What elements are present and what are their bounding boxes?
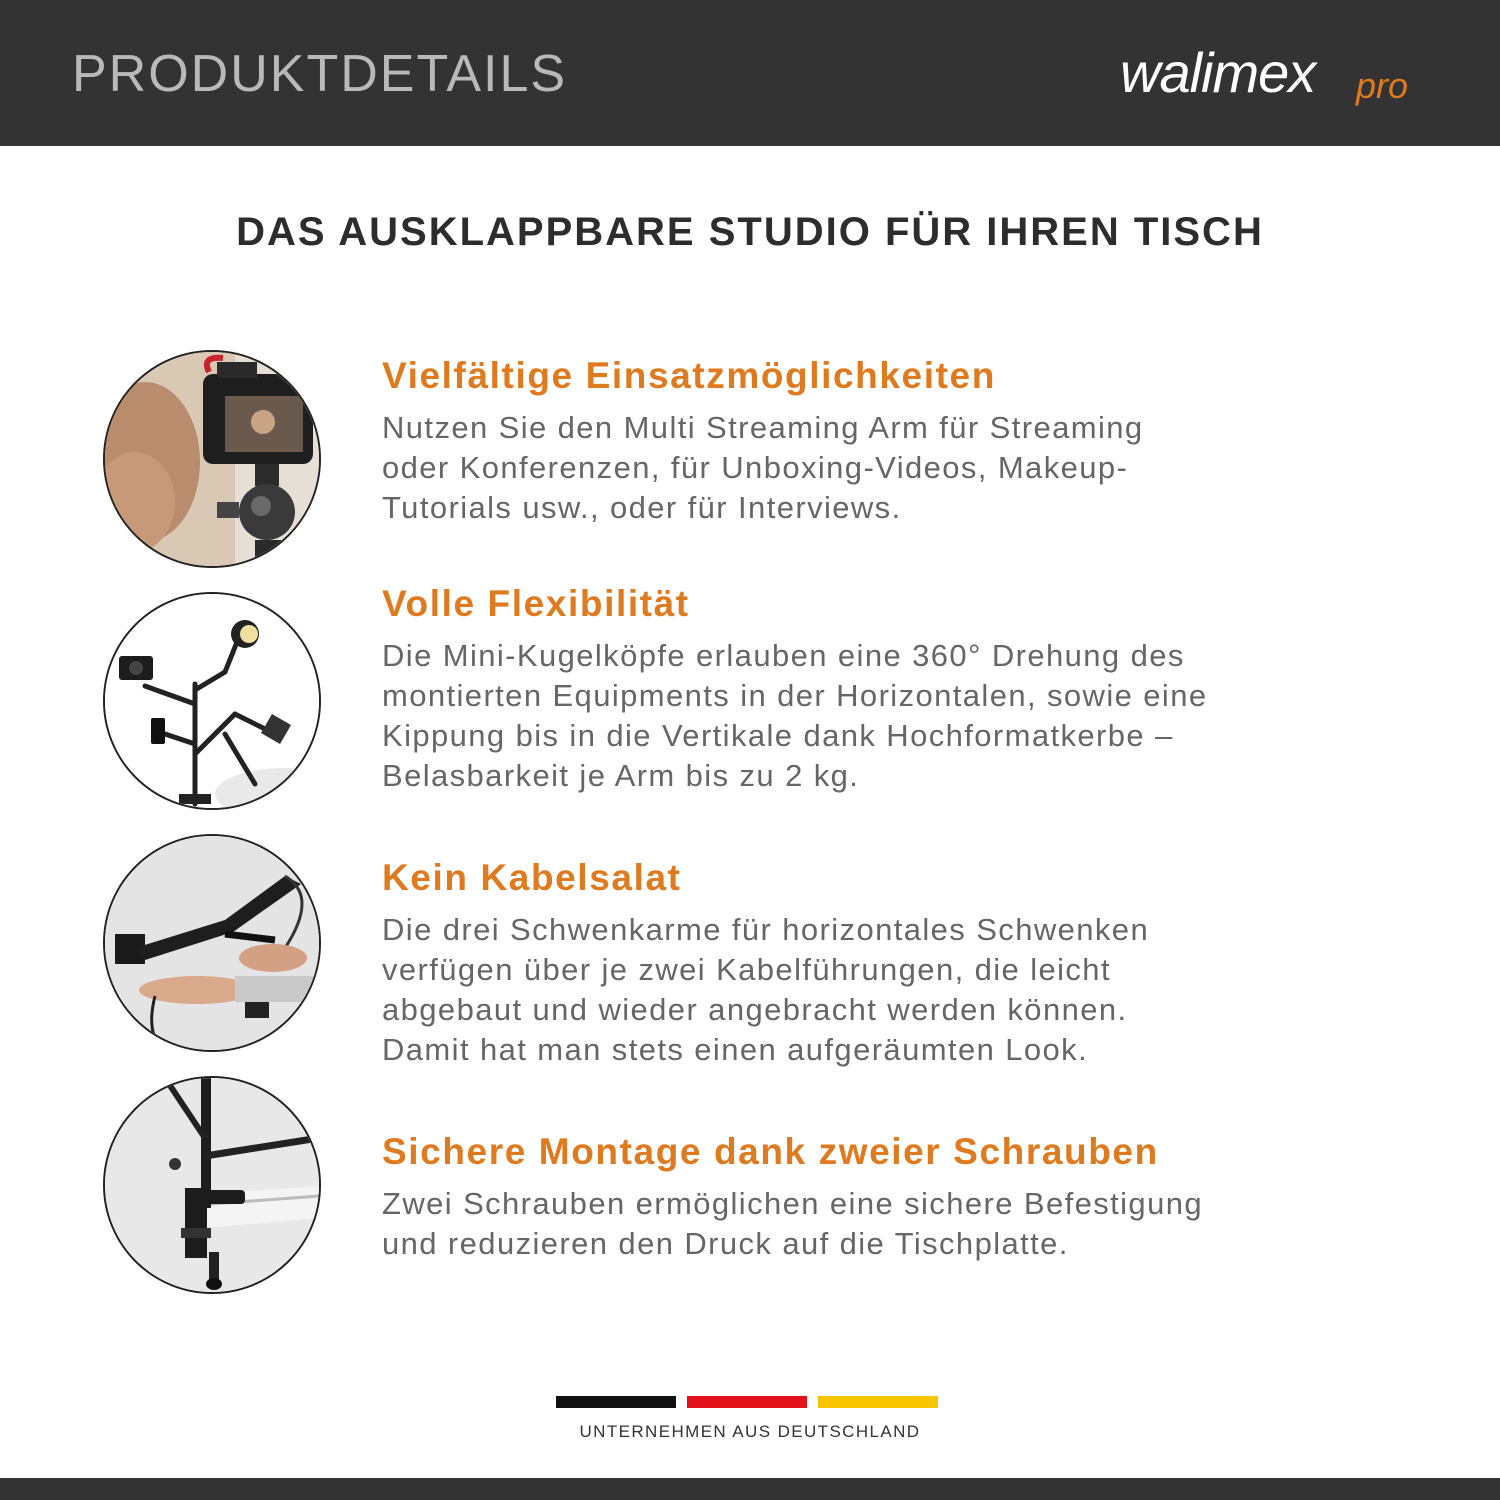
feature-line: Tutorials usw., oder für Interviews. xyxy=(382,490,902,525)
header-bar xyxy=(0,0,1500,146)
feature-title: Volle Flexibilität xyxy=(382,583,690,624)
feature-image-cable-management xyxy=(103,834,321,1052)
feature-description xyxy=(382,910,1382,1070)
footer-bar xyxy=(0,1478,1500,1500)
feature-line: Belasbarkeit je Arm bis zu 2 kg. xyxy=(382,758,860,793)
feature-cable-management xyxy=(382,856,1382,1070)
feature-multi-use xyxy=(382,354,1382,528)
feature-line: Damit hat man stets einen aufgeräumten Look. xyxy=(382,1032,1089,1067)
main-heading: DAS AUSKLAPPBARE STUDIO FÜR IHREN TISCH xyxy=(236,210,1264,254)
feature-title: Vielfältige Einsatzmöglichkeiten xyxy=(382,355,996,396)
logo-main-text: walimex xyxy=(1120,41,1316,104)
feature-description xyxy=(382,636,1382,796)
feature-line: montierten Equipments in der Horizontalen, sowie eine xyxy=(382,678,1208,713)
feature-line: oder Konferenzen, für Unboxing-Videos, Makeup- xyxy=(382,450,1129,485)
feature-title: Sichere Montage dank zweier Schrauben xyxy=(382,1131,1159,1172)
feature-line: Die Mini-Kugelköpfe erlauben eine 360° Drehung des xyxy=(382,638,1185,673)
feature-line: abgebaut und wieder angebracht werden können. xyxy=(382,992,1128,1027)
feature-description xyxy=(382,1184,1382,1264)
feature-description xyxy=(382,408,1382,528)
company-origin-note: UNTERNEHMEN AUS DEUTSCHLAND xyxy=(579,1422,921,1441)
feature-image-streaming-arm xyxy=(103,592,321,810)
feature-line: Zwei Schrauben ermöglichen eine sichere Befestigung xyxy=(382,1186,1204,1221)
flag-stripe-red xyxy=(687,1396,807,1408)
feature-line: Nutzen Sie den Multi Streaming Arm für Streaming xyxy=(382,410,1144,445)
feature-line: und reduzieren den Druck auf die Tischplatte. xyxy=(382,1226,1069,1261)
feature-secure-mounting xyxy=(382,1130,1382,1264)
feature-title: Kein Kabelsalat xyxy=(382,857,682,898)
feature-line: verfügen über je zwei Kabelführungen, die leicht xyxy=(382,952,1111,987)
feature-flexibility xyxy=(382,582,1382,796)
feature-line: Kippung bis in die Vertikale dank Hochformatkerbe – xyxy=(382,718,1174,753)
flag-stripe-gold xyxy=(818,1396,938,1408)
feature-image-table-clamp xyxy=(103,1076,321,1294)
page-title: PRODUKTDETAILS xyxy=(72,45,568,103)
feature-line: Die drei Schwenkarme für horizontales Schwenken xyxy=(382,912,1150,947)
flag-stripe-black xyxy=(556,1396,676,1408)
logo-sub-text: pro xyxy=(1356,65,1409,106)
feature-image-camera-streaming xyxy=(103,350,321,568)
walimex-pro-logo xyxy=(1118,40,1438,116)
